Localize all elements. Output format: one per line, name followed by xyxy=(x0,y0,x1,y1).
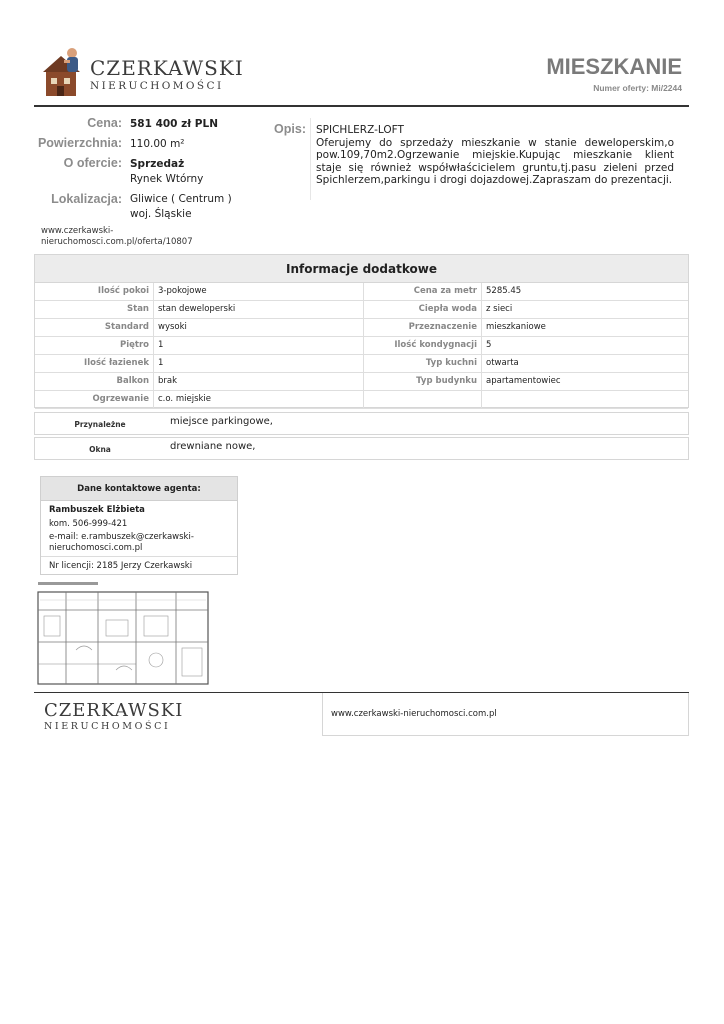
info-value: 1 xyxy=(154,355,364,373)
info-value: 1 xyxy=(154,337,364,355)
company-logo xyxy=(42,44,244,100)
info-value: otwarta xyxy=(482,355,688,373)
offer-type: Sprzedaż xyxy=(130,158,185,170)
info-key: Balkon xyxy=(35,373,154,391)
price-label: Cena: xyxy=(87,116,122,130)
agent-header: Dane kontaktowe agenta: xyxy=(41,477,237,501)
additional-info-title: Informacje dodatkowe xyxy=(35,255,688,283)
info-value: z sieci xyxy=(482,301,688,319)
area-value: 110.00 m² xyxy=(130,138,185,150)
description-body: Oferujemy do sprzedaży mieszkanie w stanie deweloperskim,o pow.109,70m2.Ogrzewanie miejskie.Kupując mieszkanie klient staje się również współwłaścicielem gruntu,tj.pasu zieleni przed Spichlerzem,parkingu i drogi dojazdowej.Zapraszam do prezentacji. xyxy=(316,136,674,187)
location-city: Gliwice ( Centrum ) xyxy=(130,193,232,205)
info-key: Stan xyxy=(35,301,154,319)
agent-phone[interactable]: kom. 506-999-421 xyxy=(49,519,128,529)
offer-market: Rynek Wtórny xyxy=(130,173,204,185)
agent-contact-box xyxy=(40,476,238,575)
location-label: Lokalizacja: xyxy=(51,192,122,206)
extra-value: miejsce parkingowe, xyxy=(170,416,273,427)
footer-logo-subtitle: NIERUCHOMOŚCI xyxy=(44,721,171,732)
info-value: apartamentowiec xyxy=(482,373,688,391)
extra-row-belongings xyxy=(34,412,689,435)
info-value: stan deweloperski xyxy=(154,301,364,319)
agent-email-line2[interactable]: nieruchomosci.com.pl xyxy=(49,543,143,553)
offer-number: Numer oferty: Mi/2244 xyxy=(593,83,682,93)
header-divider xyxy=(34,105,689,107)
extra-label: Okna xyxy=(89,445,111,454)
info-key: Typ budynku xyxy=(364,373,482,391)
info-key: Typ kuchni xyxy=(364,355,482,373)
info-value: wysoki xyxy=(154,319,364,337)
area-label: Powierzchnia: xyxy=(37,136,122,150)
description-separator xyxy=(310,118,311,200)
agent-name: Rambuszek Elżbieta xyxy=(49,505,145,515)
info-key xyxy=(364,391,482,409)
info-key: Piętro xyxy=(35,337,154,355)
house-logo-icon xyxy=(42,44,86,98)
additional-info-table xyxy=(34,254,689,408)
footer-logo-name: CZERKAWSKI xyxy=(44,700,184,721)
logo-subtitle: NIERUCHOMOŚCI xyxy=(90,80,224,92)
description-heading: SPICHLERZ-LOFT xyxy=(316,124,404,136)
description-label: Opis: xyxy=(274,122,306,136)
info-value: 5285.45 xyxy=(482,283,688,301)
agent-email-line1[interactable]: e-mail: e.rambuszek@czerkawski- xyxy=(49,532,194,542)
floor-plan-image[interactable] xyxy=(36,580,212,686)
info-key: Ilość kondygnacji xyxy=(364,337,482,355)
description-text xyxy=(316,124,674,187)
offer-url-link[interactable]: www.czerkawski-nieruchomosci.com.pl/oferta/10807 xyxy=(41,226,193,247)
footer-url-box xyxy=(322,693,689,736)
extra-label: Przynależne xyxy=(74,420,126,429)
price-value: 581 400 zł PLN xyxy=(130,118,218,130)
info-key: Ciepła woda xyxy=(364,301,482,319)
agent-license: Nr licencji: 2185 Jerzy Czerkawski xyxy=(49,561,193,571)
info-value: brak xyxy=(154,373,364,391)
extra-row-windows xyxy=(34,437,689,460)
logo-name: CZERKAWSKI xyxy=(90,56,244,80)
footer-url-link[interactable]: www.czerkawski-nieruchomosci.com.pl xyxy=(331,709,497,719)
info-key: Cena za metr xyxy=(364,283,482,301)
info-key: Ogrzewanie xyxy=(35,391,154,409)
location-region: woj. Śląskie xyxy=(130,208,192,220)
info-key: Standard xyxy=(35,319,154,337)
info-value: mieszkaniowe xyxy=(482,319,688,337)
agent-divider xyxy=(41,556,237,557)
info-value: 5 xyxy=(482,337,688,355)
info-key: Ilość łazienek xyxy=(35,355,154,373)
info-value xyxy=(482,391,688,409)
document-title: MIESZKANIE xyxy=(546,54,682,79)
additional-info-grid xyxy=(35,283,688,409)
info-key: Przeznaczenie xyxy=(364,319,482,337)
extra-value: drewniane nowe, xyxy=(170,441,256,452)
info-value: 3-pokojowe xyxy=(154,283,364,301)
info-key: Ilość pokoi xyxy=(35,283,154,301)
info-value: c.o. miejskie xyxy=(154,391,364,409)
offer-label: O ofercie: xyxy=(63,156,122,170)
